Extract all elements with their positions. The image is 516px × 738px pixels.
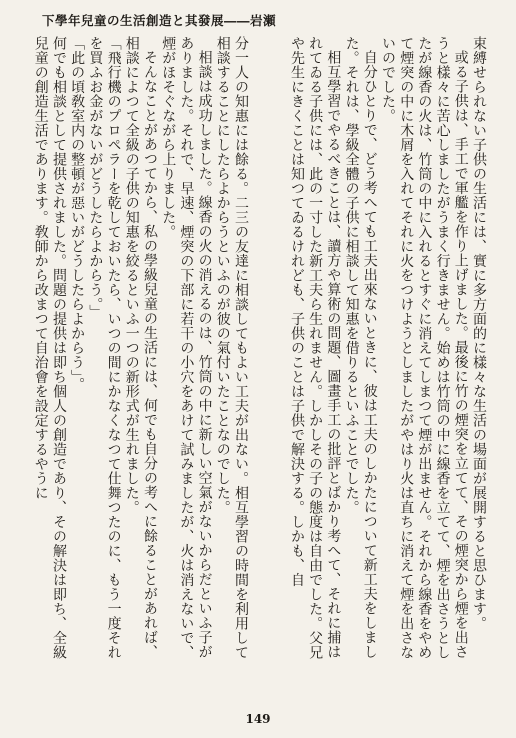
paragraph: 或る子供は、手工で軍艦を作り上げました。最後に竹の煙突を立てて、その煙突から煙を出さうと樣々に苦心しましたがうまく行きません。始めは竹筒の中に線香を立てて、煙を出さうとしたが線香の火は、竹筒の中に入れるとすぐに消えてしまつて煙が出ません。それから線香をやめて煙突の中に木屑を入れてそれに火をつけようとしましたがやはり火は直ちに消えて煙を出さないのでした。: [379, 36, 469, 660]
text-column-left: [32, 36, 250, 666]
paragraph: 相談は成功しました。線香の火の消えるのは、竹筒の中に新しい空氣がないからだといふ子がありました。それで、早速、煙突の下部に若干の小穴をあけて試みましたが、火は消えないで、煙がほそぐながら上りました。: [160, 36, 213, 660]
paragraph: そんなことがあつてから、私の學級兒童の生活には、何でも自分の考へに餘ることがあれば、相談によつて全級の子供の知惠を絞るといふ一つの新形式が生れました。: [123, 36, 158, 659]
running-header: 下學年兒童の生活創造と其發展――岩瀬: [42, 13, 277, 28]
paragraph: 相互學習でやるべきことは、讀方や算術の問題、圖畫手工の批評とばかり考へて、それに捕はれてゐる子供には、此の一寸した新工夫ら生れません。しかしその子の態度は自由でした。父兄や先生にきくことは知つてゐるけれども、子供のことは子供で解決する。しかも、自: [288, 36, 342, 660]
quote-paragraph: 「飛行機のプロペラーを乾しておいたら、いつの間にかなくなつて仕舞つたのに、もう一度それを買ふお金がないがどうしたらよからう。」: [87, 36, 122, 660]
text-column-right: [276, 36, 488, 666]
paragraph: 束縛せられない子供の生活には、實に多方面的に樣々な生活の場面が展開すると思ひます。: [471, 36, 487, 631]
paragraph: 分一人の知惠には餘る。二三の友達に相談してもよい工夫が出ない。相互學習の時間を利用して相談することにしたらよからうといふのが彼の氣付いたことなのでした。: [214, 36, 249, 660]
quote-paragraph: 「此の頃敎室内の整頓が惡いがどうしたらよからう」。: [69, 36, 86, 392]
paragraph: 何でも相談として提供されました。問題の提供は即ち個人の創造であり、その解決は即ち、全級兒童の創造生活であります。敎師から改まつて自治會を設定するやうに: [32, 36, 67, 660]
page-number: 149: [245, 712, 271, 726]
paragraph: 自分ひとりで、どう考へても工夫出來ないときに、彼は工夫のしかたについて新工夫をしました。それは、學級全體の子供に相談して知惠を借りるといふことでした。: [343, 36, 378, 659]
